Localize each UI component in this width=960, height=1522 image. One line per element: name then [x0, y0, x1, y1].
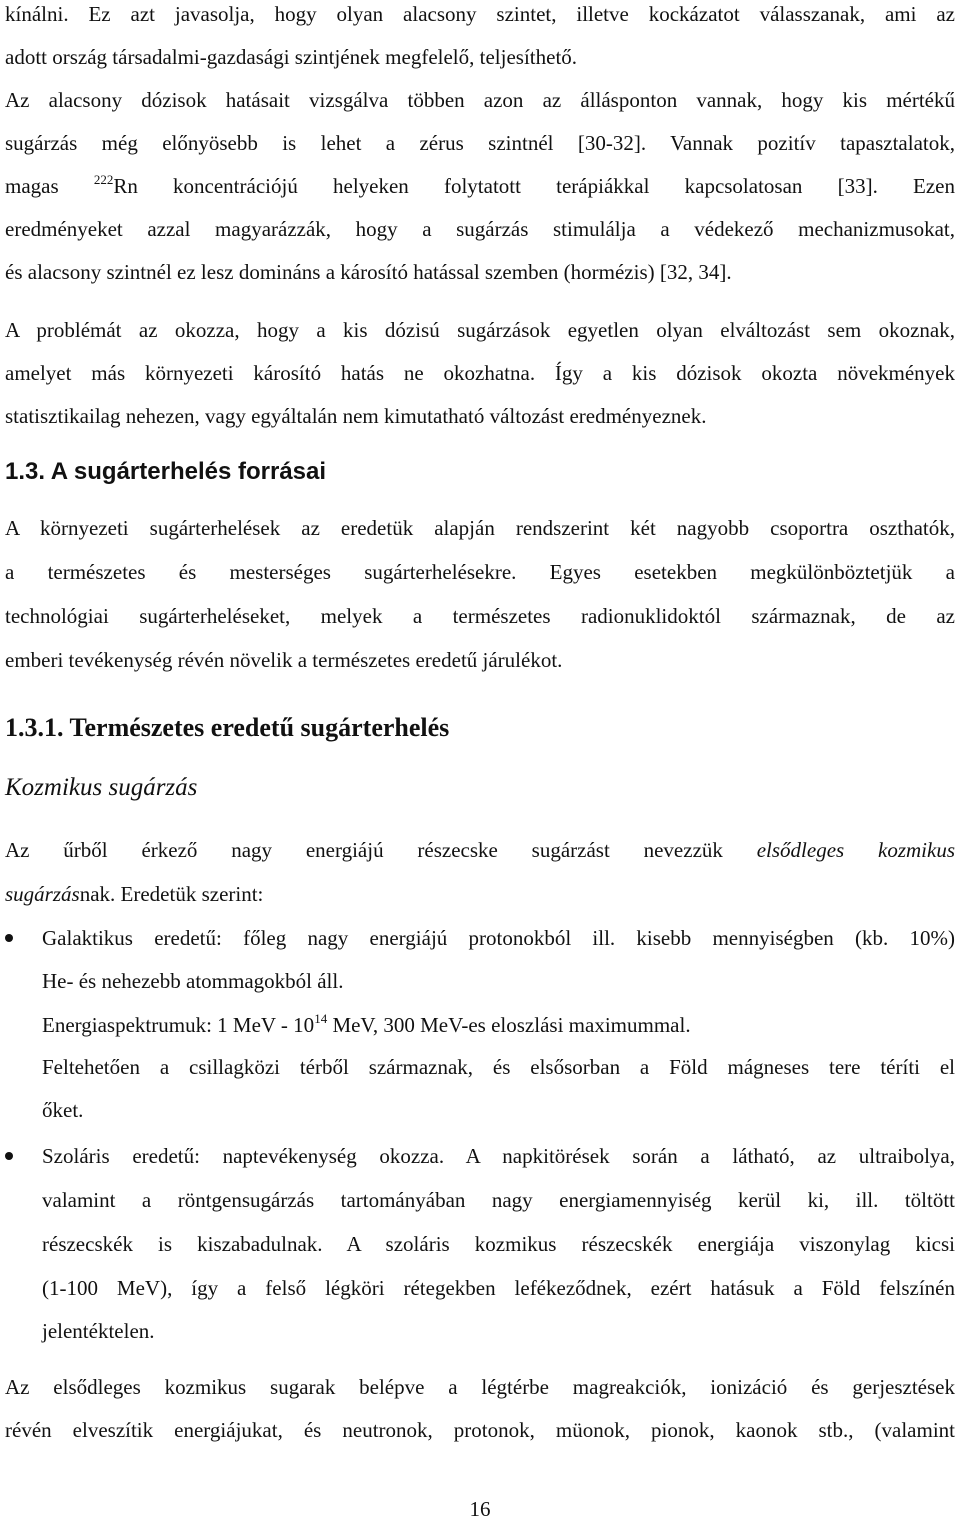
text-line-with-superscript	[5, 174, 955, 201]
bullet-icon	[5, 934, 13, 942]
list-item-line: He- és nehezebb atommagokból áll.	[42, 969, 344, 993]
text-line: amelyet más környezeti károsító hatás ne okozhatna. Így a kis dózisok okozta növekmények	[5, 361, 955, 385]
list-item-line: részecskék is kiszabadulnak. A szoláris kozmikus részecskék energiája viszonylag kicsi	[42, 1232, 955, 1256]
text-fragment: nak. Eredetük szerint:	[79, 882, 264, 906]
text-line	[5, 882, 955, 906]
subsection-heading: 1.3.1. Természetes eredetű sugárterhelés	[5, 713, 450, 742]
list-item-line: Galaktikus eredetű: főleg nagy energiájú protonokból ill. kisebb mennyiségben (kb. 10%)	[42, 926, 955, 950]
bullet-icon	[5, 1152, 13, 1160]
superscript: 14	[314, 1011, 328, 1026]
document-page	[5, 0, 955, 1521]
text-line: révén elveszítik energiájukat, és neutronok, protonok, müonok, pionok, kaonok stb., (valamint	[5, 1418, 955, 1442]
text-line: a természetes és mesterséges sugárterhelésekre. Egyes esetekben megkülönböztetjük a	[5, 560, 955, 584]
list-item-line: (1-100 MeV), így a felső légköri rétegekben lefékeződnek, ezért hatásuk a Föld felszínén	[42, 1276, 955, 1300]
text-fragment: MeV, 300 MeV-es eloszlási maximummal.	[327, 1013, 691, 1037]
page-number: 16	[469, 1497, 491, 1521]
text-line: kínálni. Ez azt javasolja, hogy olyan alacsony szintet, illetve kockázatot válasszanak, ami az	[5, 2, 955, 26]
subsubsection-heading: Kozmikus sugárzás	[5, 774, 198, 801]
text-line: és alacsony szintnél ez lesz domináns a károsító hatással szemben (hormézis) [32, 34].	[5, 260, 732, 284]
text-line: statisztikailag nehezen, vagy egyáltalán nem kimutatható változást eredményeznek.	[5, 404, 707, 428]
text-line: A problémát az okozza, hogy a kis dózisú sugárzások egyetlen olyan elváltozást sem okoznak,	[5, 318, 955, 342]
list-item-line: valamint a röntgensugárzás tartományában nagy energiamennyiség kerül ki, ill. töltött	[42, 1188, 955, 1212]
text-line: technológiai sugárterheléseket, melyek a természetes radionuklidoktól származnak, de az	[5, 604, 955, 628]
text-line: sugárzás még előnyösebb is lehet a zérus szintnél [30-32]. Vannak pozitív tapasztalatok,	[5, 131, 955, 155]
list-item-line: Feltehetően a csillagközi térből származnak, és elsősorban a Föld mágneses tere téríti el	[42, 1055, 955, 1079]
superscript: 222	[93, 172, 114, 187]
list-item-line: jelentéktelen.	[42, 1319, 155, 1343]
text-line: eredményeket azzal magyarázzák, hogy a sugárzás stimulálja a védekező mechanizmusokat,	[5, 217, 955, 241]
text-fragment: magas	[5, 174, 59, 198]
text-line: adott ország társadalmi-gazdasági szintjének megfelelő, teljesíthető.	[5, 45, 578, 69]
text-fragment: Rn koncentrációjú helyeken folytatott terápiákkal kapcsolatosan [33]. Ezen	[113, 174, 955, 198]
text-fragment: Energiaspektrumuk: 1 MeV - 10	[42, 1013, 315, 1037]
text-line: Az elsődleges kozmikus sugarak belépve a légtérbe magreakciók, ionizáció és gerjesztések	[5, 1375, 955, 1399]
text-line: emberi tevékenység révén növelik a természetes eredetű járulékot.	[5, 648, 563, 672]
list-item-line: Szoláris eredetű: naptevékenység okozza. A napkitörések során a látható, az ultraibolya,	[42, 1144, 955, 1168]
text-line: Az alacsony dózisok hatásait vizsgálva többen azon az állásponton vannak, hogy kis mértékű	[5, 88, 955, 112]
section-heading: 1.3. A sugárterhelés forrásai	[5, 458, 327, 485]
list-item-line-with-superscript	[42, 1013, 955, 1040]
text-fragment: Az űrből érkező nagy energiájú részecske sugárzást nevezzük	[5, 838, 723, 862]
text-line: A környezeti sugárterhelések az eredetük alapján rendszerint két nagyobb csoportra oszthatók,	[5, 516, 955, 540]
list-item-line: őket.	[42, 1098, 84, 1122]
italic-term: sugárzás	[5, 882, 80, 906]
italic-term: elsődleges kozmikus	[756, 838, 956, 862]
text-line	[5, 838, 955, 862]
